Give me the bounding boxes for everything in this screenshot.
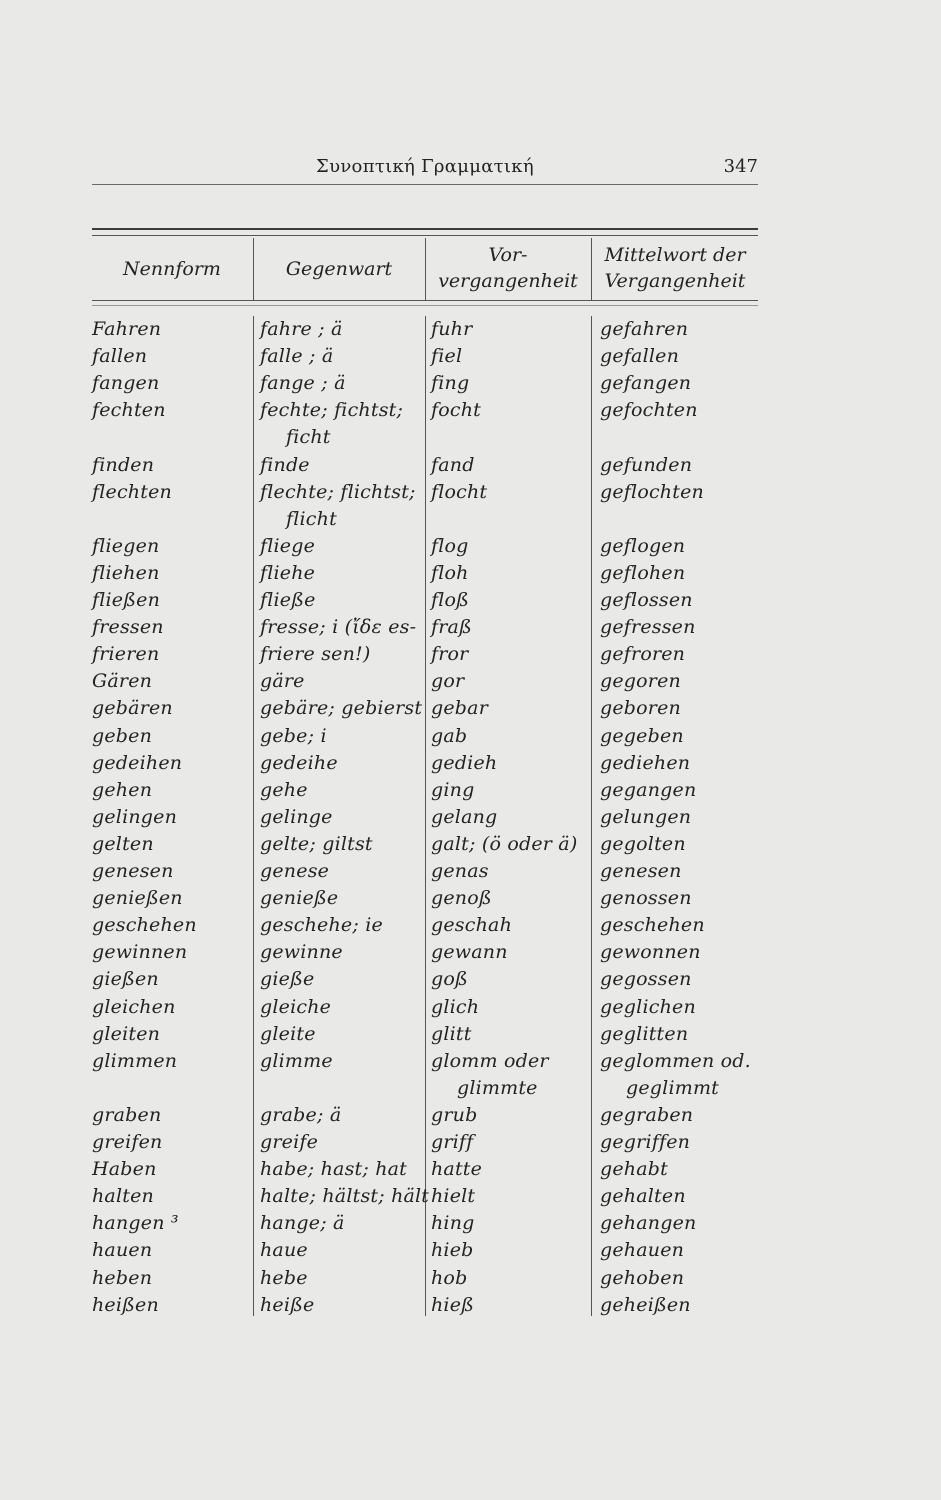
cell-vorvergangenheit: galt; (ö oder ä) [431, 832, 578, 855]
running-title: Συνοπτική Γραμματική [316, 156, 534, 177]
header-mittelwort-line1: Mittelwort der [604, 244, 746, 266]
cell-mittelwort: gegangen [600, 778, 697, 801]
cell-gegenwart-continued: ficht [286, 426, 331, 449]
cell-mittelwort: gefallen [600, 345, 680, 368]
header-divider-2 [425, 238, 426, 300]
cell-vorvergangenheit: floß [431, 589, 470, 611]
cell-nennform: Haben [92, 1158, 157, 1181]
cell-vorvergangenheit: gor [431, 670, 465, 693]
cell-mittelwort: gefangen [600, 372, 692, 395]
cell-nennform: fliegen [92, 534, 160, 557]
cell-nennform: hangen ³ [92, 1212, 179, 1235]
cell-vorvergangenheit: fror [431, 643, 469, 666]
cell-nennform: geschehen [92, 914, 197, 937]
cell-nennform: gehen [92, 778, 153, 801]
cell-nennform: genesen [92, 860, 174, 882]
cell-vorvergangenheit: gelang [431, 805, 498, 828]
page-number: 347 [723, 156, 758, 177]
cell-mittelwort: gefahren [600, 318, 689, 340]
header-bottom-rule-thin [92, 305, 758, 306]
cell-mittelwort: gehabt [600, 1158, 668, 1181]
cell-mittelwort-continued: geglimmt [626, 1076, 719, 1099]
cell-mittelwort: gegoren [600, 670, 681, 693]
header-bottom-rule [92, 300, 758, 301]
cell-mittelwort: gehangen [600, 1212, 697, 1235]
cell-vorvergangenheit: genoß [431, 887, 492, 910]
cell-nennform: finden [92, 453, 155, 476]
header-gegenwart: Gegenwart [285, 258, 393, 280]
cell-mittelwort: geflochten [600, 480, 704, 503]
cell-gegenwart-continued: flicht [286, 507, 337, 530]
cell-nennform: heißen [92, 1293, 159, 1316]
cell-vorvergangenheit: hob [431, 1266, 468, 1289]
cell-mittelwort: gefroren [600, 643, 686, 666]
cell-vorvergangenheit: gebar [431, 697, 488, 720]
cell-gegenwart: fresse; i (ἴδε es- [260, 616, 417, 639]
cell-nennform: gelten [92, 832, 154, 855]
cell-vorvergangenheit: gewann [431, 941, 508, 964]
cell-gegenwart: genese [260, 860, 330, 882]
table-top-rule-thin [92, 235, 758, 236]
cell-vorvergangenheit: genas [431, 860, 489, 882]
cell-nennform: geben [92, 724, 153, 747]
cell-nennform: gleichen [92, 995, 176, 1018]
cell-nennform: heben [92, 1266, 153, 1289]
column-divider-2 [425, 316, 426, 1316]
cell-mittelwort: geflohen [600, 561, 686, 584]
cell-vorvergangenheit: flog [431, 534, 469, 557]
cell-vorvergangenheit: fraß [431, 616, 472, 639]
cell-gegenwart: gäre [260, 670, 305, 693]
cell-gegenwart: gieße [260, 968, 315, 991]
cell-mittelwort: geflossen [600, 589, 693, 611]
cell-gegenwart: halte; hältst; hält [260, 1185, 430, 1208]
cell-mittelwort: gefunden [600, 453, 693, 476]
cell-gegenwart: gelinge [260, 805, 333, 828]
cell-vorvergangenheit: gab [431, 724, 468, 747]
table-top-rule [92, 228, 758, 230]
cell-nennform: gleiten [92, 1022, 161, 1045]
cell-gegenwart: fange ; ä [260, 372, 346, 395]
cell-mittelwort: gegeben [600, 724, 684, 747]
cell-vorvergangenheit: floh [431, 561, 469, 584]
cell-vorvergangenheit: goß [431, 968, 468, 991]
cell-vorvergangenheit: geschah [431, 914, 512, 937]
cell-gegenwart: gleite [260, 1022, 316, 1045]
cell-nennform: graben [92, 1103, 162, 1126]
running-head [92, 150, 758, 185]
cell-vorvergangenheit: hieb [431, 1239, 474, 1262]
cell-vorvergangenheit: flocht [431, 480, 488, 503]
cell-gegenwart: habe; hast; hat [260, 1158, 408, 1181]
cell-nennform: fließen [92, 589, 161, 611]
cell-mittelwort: geglommen od. [600, 1049, 751, 1072]
cell-nennform: gießen [92, 968, 159, 991]
cell-vorvergangenheit: hieß [431, 1293, 475, 1316]
cell-nennform: gedeihen [92, 751, 183, 774]
cell-nennform: Fahren [92, 318, 162, 340]
cell-gegenwart: finde [260, 453, 310, 476]
cell-gegenwart: gleiche [260, 995, 332, 1018]
cell-mittelwort: geflogen [600, 534, 686, 557]
cell-gegenwart: haue [260, 1239, 308, 1262]
cell-vorvergangenheit: glich [431, 995, 480, 1018]
cell-nennform: fallen [92, 345, 148, 368]
cell-gegenwart: glimme [260, 1049, 333, 1072]
cell-mittelwort: gegossen [600, 968, 692, 991]
cell-gegenwart: greife [260, 1131, 319, 1153]
cell-vorvergangenheit: hielt [431, 1185, 476, 1208]
cell-gegenwart: gebäre; gebierst [260, 697, 423, 720]
cell-gegenwart: falle ; ä [260, 345, 334, 368]
cell-nennform: flechten [92, 480, 172, 503]
cell-nennform: glimmen [92, 1049, 178, 1072]
cell-gegenwart: hebe [260, 1266, 308, 1289]
cell-nennform: gewinnen [92, 941, 188, 964]
cell-gegenwart: flechte; flichtst; [260, 480, 416, 503]
column-divider-3 [591, 316, 592, 1316]
cell-gegenwart: fließe [260, 589, 316, 611]
cell-gegenwart: gehe [260, 778, 308, 801]
cell-vorvergangenheit: griff [431, 1131, 474, 1153]
cell-vorvergangenheit: grub [431, 1103, 478, 1126]
cell-mittelwort: gehoben [600, 1266, 685, 1289]
cell-vorvergangenheit: focht [431, 399, 481, 422]
cell-mittelwort: geschehen [600, 914, 705, 937]
cell-mittelwort: geglichen [600, 995, 696, 1018]
cell-mittelwort: gewonnen [600, 941, 701, 964]
cell-gegenwart: geschehe; ie [260, 914, 383, 937]
cell-vorvergangenheit: hatte [431, 1158, 483, 1181]
cell-vorvergangenheit: glitt [431, 1022, 472, 1045]
cell-mittelwort: gegraben [600, 1103, 694, 1126]
cell-nennform: frieren [92, 643, 160, 666]
cell-vorvergangenheit: gedieh [431, 751, 498, 774]
cell-mittelwort: gefressen [600, 616, 696, 639]
header-divider-3 [591, 238, 592, 300]
header-vorvergangenheit-line1: Vor- [488, 244, 528, 266]
cell-mittelwort: gefochten [600, 399, 698, 422]
cell-gegenwart: genieße [260, 887, 339, 910]
cell-mittelwort: gegriffen [600, 1131, 691, 1153]
cell-mittelwort: gediehen [600, 751, 691, 774]
cell-vorvergangenheit: ging [431, 778, 475, 801]
cell-mittelwort: gehalten [600, 1185, 686, 1208]
cell-vorvergangenheit: fiel [431, 345, 463, 368]
cell-gegenwart: fliehe [260, 561, 316, 584]
cell-nennform: fangen [92, 372, 160, 395]
cell-mittelwort: gehauen [600, 1239, 685, 1262]
cell-nennform: gelingen [92, 805, 178, 828]
cell-nennform: greifen [92, 1131, 163, 1153]
cell-gegenwart: gedeihe [260, 751, 338, 774]
cell-gegenwart: hange; ä [260, 1212, 345, 1235]
header-divider-1 [253, 238, 254, 300]
cell-gegenwart: fliege [260, 534, 316, 557]
cell-mittelwort: genesen [600, 860, 682, 882]
cell-nennform: halten [92, 1185, 154, 1208]
cell-nennform: Gären [92, 670, 153, 693]
cell-vorvergangenheit: glomm oder [431, 1049, 549, 1072]
cell-vorvergangenheit-continued: glimmte [457, 1076, 538, 1099]
header-vorvergangenheit-line2: vergangenheit [438, 270, 578, 292]
cell-gegenwart: grabe; ä [260, 1103, 342, 1126]
cell-gegenwart: friere sen!) [260, 643, 371, 666]
cell-mittelwort: gelungen [600, 805, 692, 828]
cell-vorvergangenheit: fuhr [431, 318, 473, 340]
header-mittelwort-line2: Vergangenheit [604, 270, 746, 292]
cell-nennform: fressen [92, 616, 164, 639]
cell-vorvergangenheit: fing [431, 372, 470, 395]
cell-gegenwart: gelte; giltst [260, 832, 373, 855]
cell-gegenwart: fechte; fichtst; [260, 399, 404, 422]
cell-mittelwort: geheißen [600, 1293, 691, 1316]
cell-nennform: genießen [92, 887, 183, 910]
cell-mittelwort: gegolten [600, 832, 686, 855]
cell-gegenwart: heiße [260, 1293, 315, 1316]
cell-vorvergangenheit: hing [431, 1212, 475, 1235]
cell-nennform: fechten [92, 399, 166, 422]
column-divider-1 [253, 316, 254, 1316]
cell-gegenwart: gewinne [260, 941, 343, 964]
cell-gegenwart: fahre ; ä [260, 318, 343, 340]
cell-mittelwort: geboren [600, 697, 681, 720]
cell-nennform: fliehen [92, 561, 160, 584]
cell-nennform: gebären [92, 697, 173, 720]
cell-mittelwort: geglitten [600, 1022, 689, 1045]
cell-mittelwort: genossen [600, 887, 692, 910]
cell-gegenwart: gebe; i [260, 724, 327, 747]
cell-vorvergangenheit: fand [431, 453, 475, 476]
header-nennform: Nennform [123, 258, 221, 280]
cell-nennform: hauen [92, 1239, 153, 1262]
